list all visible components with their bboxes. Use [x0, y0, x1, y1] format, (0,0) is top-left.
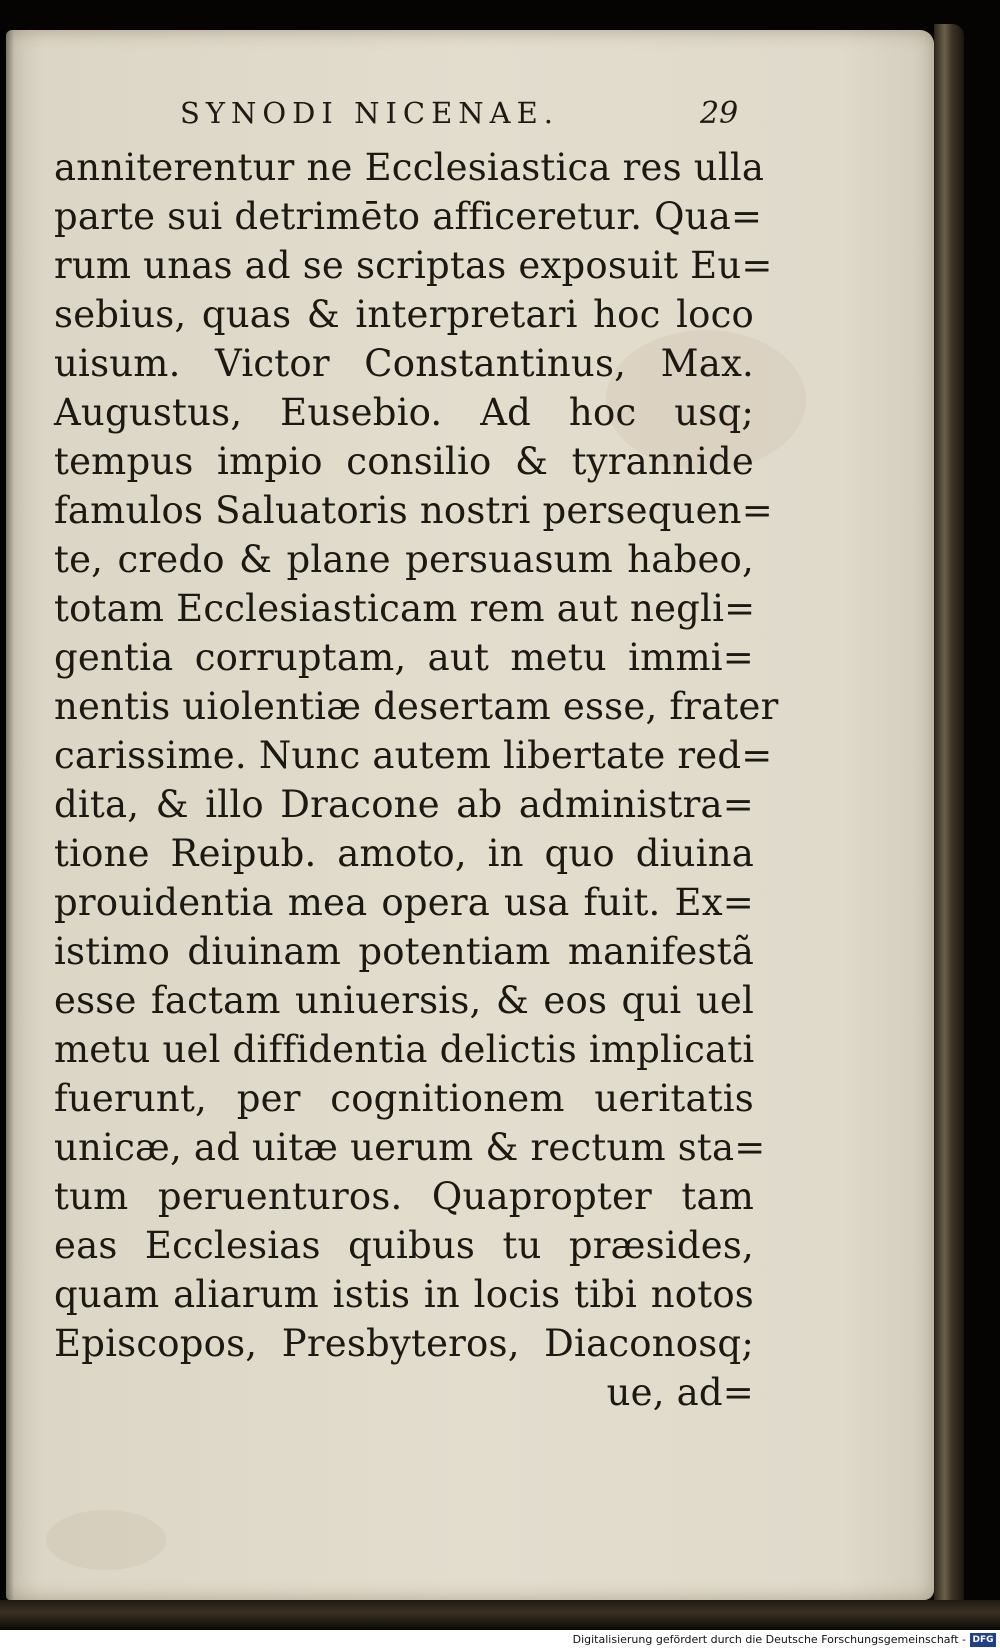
- page-header: [60, 96, 760, 136]
- dfg-logo: DFG: [970, 1633, 996, 1647]
- text-line: gentia corruptam, aut metu immi=: [54, 636, 754, 679]
- text-line: Episcopos, Presbyteros, Diaconosq;: [54, 1322, 754, 1365]
- footer-bar: [0, 1630, 1000, 1651]
- text-line: carissime. Nunc autem libertate red=: [54, 734, 773, 777]
- text-line: tione Reipub. amoto, in quo diuina: [54, 832, 754, 875]
- text-line: anniterentur ne Ecclesiastica res ulla: [54, 146, 765, 189]
- page-number: 29: [700, 96, 739, 131]
- text-line: prouidentia mea opera usa fuit. Ex=: [54, 881, 754, 924]
- text-line: totam Ecclesiasticam rem aut negli=: [54, 587, 756, 630]
- text-line: istimo diuinam potentiam manifestã: [54, 930, 754, 973]
- body-text: [54, 143, 779, 1417]
- running-head: SYNODI NICENAE.: [180, 96, 559, 130]
- text-line: famulos Saluatoris nostri persequen=: [54, 489, 773, 532]
- text-line: tum peruenturos. Quapropter tam: [54, 1175, 754, 1218]
- page-bottom-edge: [0, 1600, 1000, 1630]
- text-line: eas Ecclesias quibus tu præsides,: [54, 1224, 754, 1267]
- catchword: ue, ad=: [606, 1371, 754, 1414]
- text-line: parte sui detrimēto afficeretur. Qua=: [54, 195, 763, 238]
- text-line: dita, & illo Dracone ab administra=: [54, 783, 754, 826]
- text-line: nentis uiolentiæ desertam esse, frater: [54, 685, 779, 728]
- text-line: quam aliarum istis in locis tibi notos: [54, 1273, 754, 1316]
- text-line: unicæ, ad uitæ uerum & rectum sta=: [54, 1126, 766, 1169]
- page-fore-edge: [934, 24, 964, 1614]
- text-line: fuerunt, per cognitionem ueritatis: [54, 1077, 754, 1120]
- text-line: esse factam uniuersis, & eos qui uel: [54, 979, 754, 1022]
- text-line: uisum. Victor Constantinus, Max.: [54, 342, 754, 385]
- text-line: rum unas ad se scriptas exposuit Eu=: [54, 244, 773, 287]
- text-line: metu uel diffidentia delictis implicati: [54, 1028, 755, 1071]
- funding-credit: Digitalisierung gefördert durch die Deutsche Forschungsgemeinschaft -: [572, 1633, 966, 1646]
- text-line: te, credo & plane persuasum habeo,: [54, 538, 754, 581]
- spine-shadow: [0, 30, 14, 1600]
- text-line: Augustus, Eusebio. Ad hoc usq;: [54, 391, 754, 434]
- text-line: sebius, quas & interpretari hoc loco: [54, 293, 754, 336]
- paper-stain: [46, 1510, 166, 1570]
- text-line: tempus impio consilio & tyrannide: [54, 440, 754, 483]
